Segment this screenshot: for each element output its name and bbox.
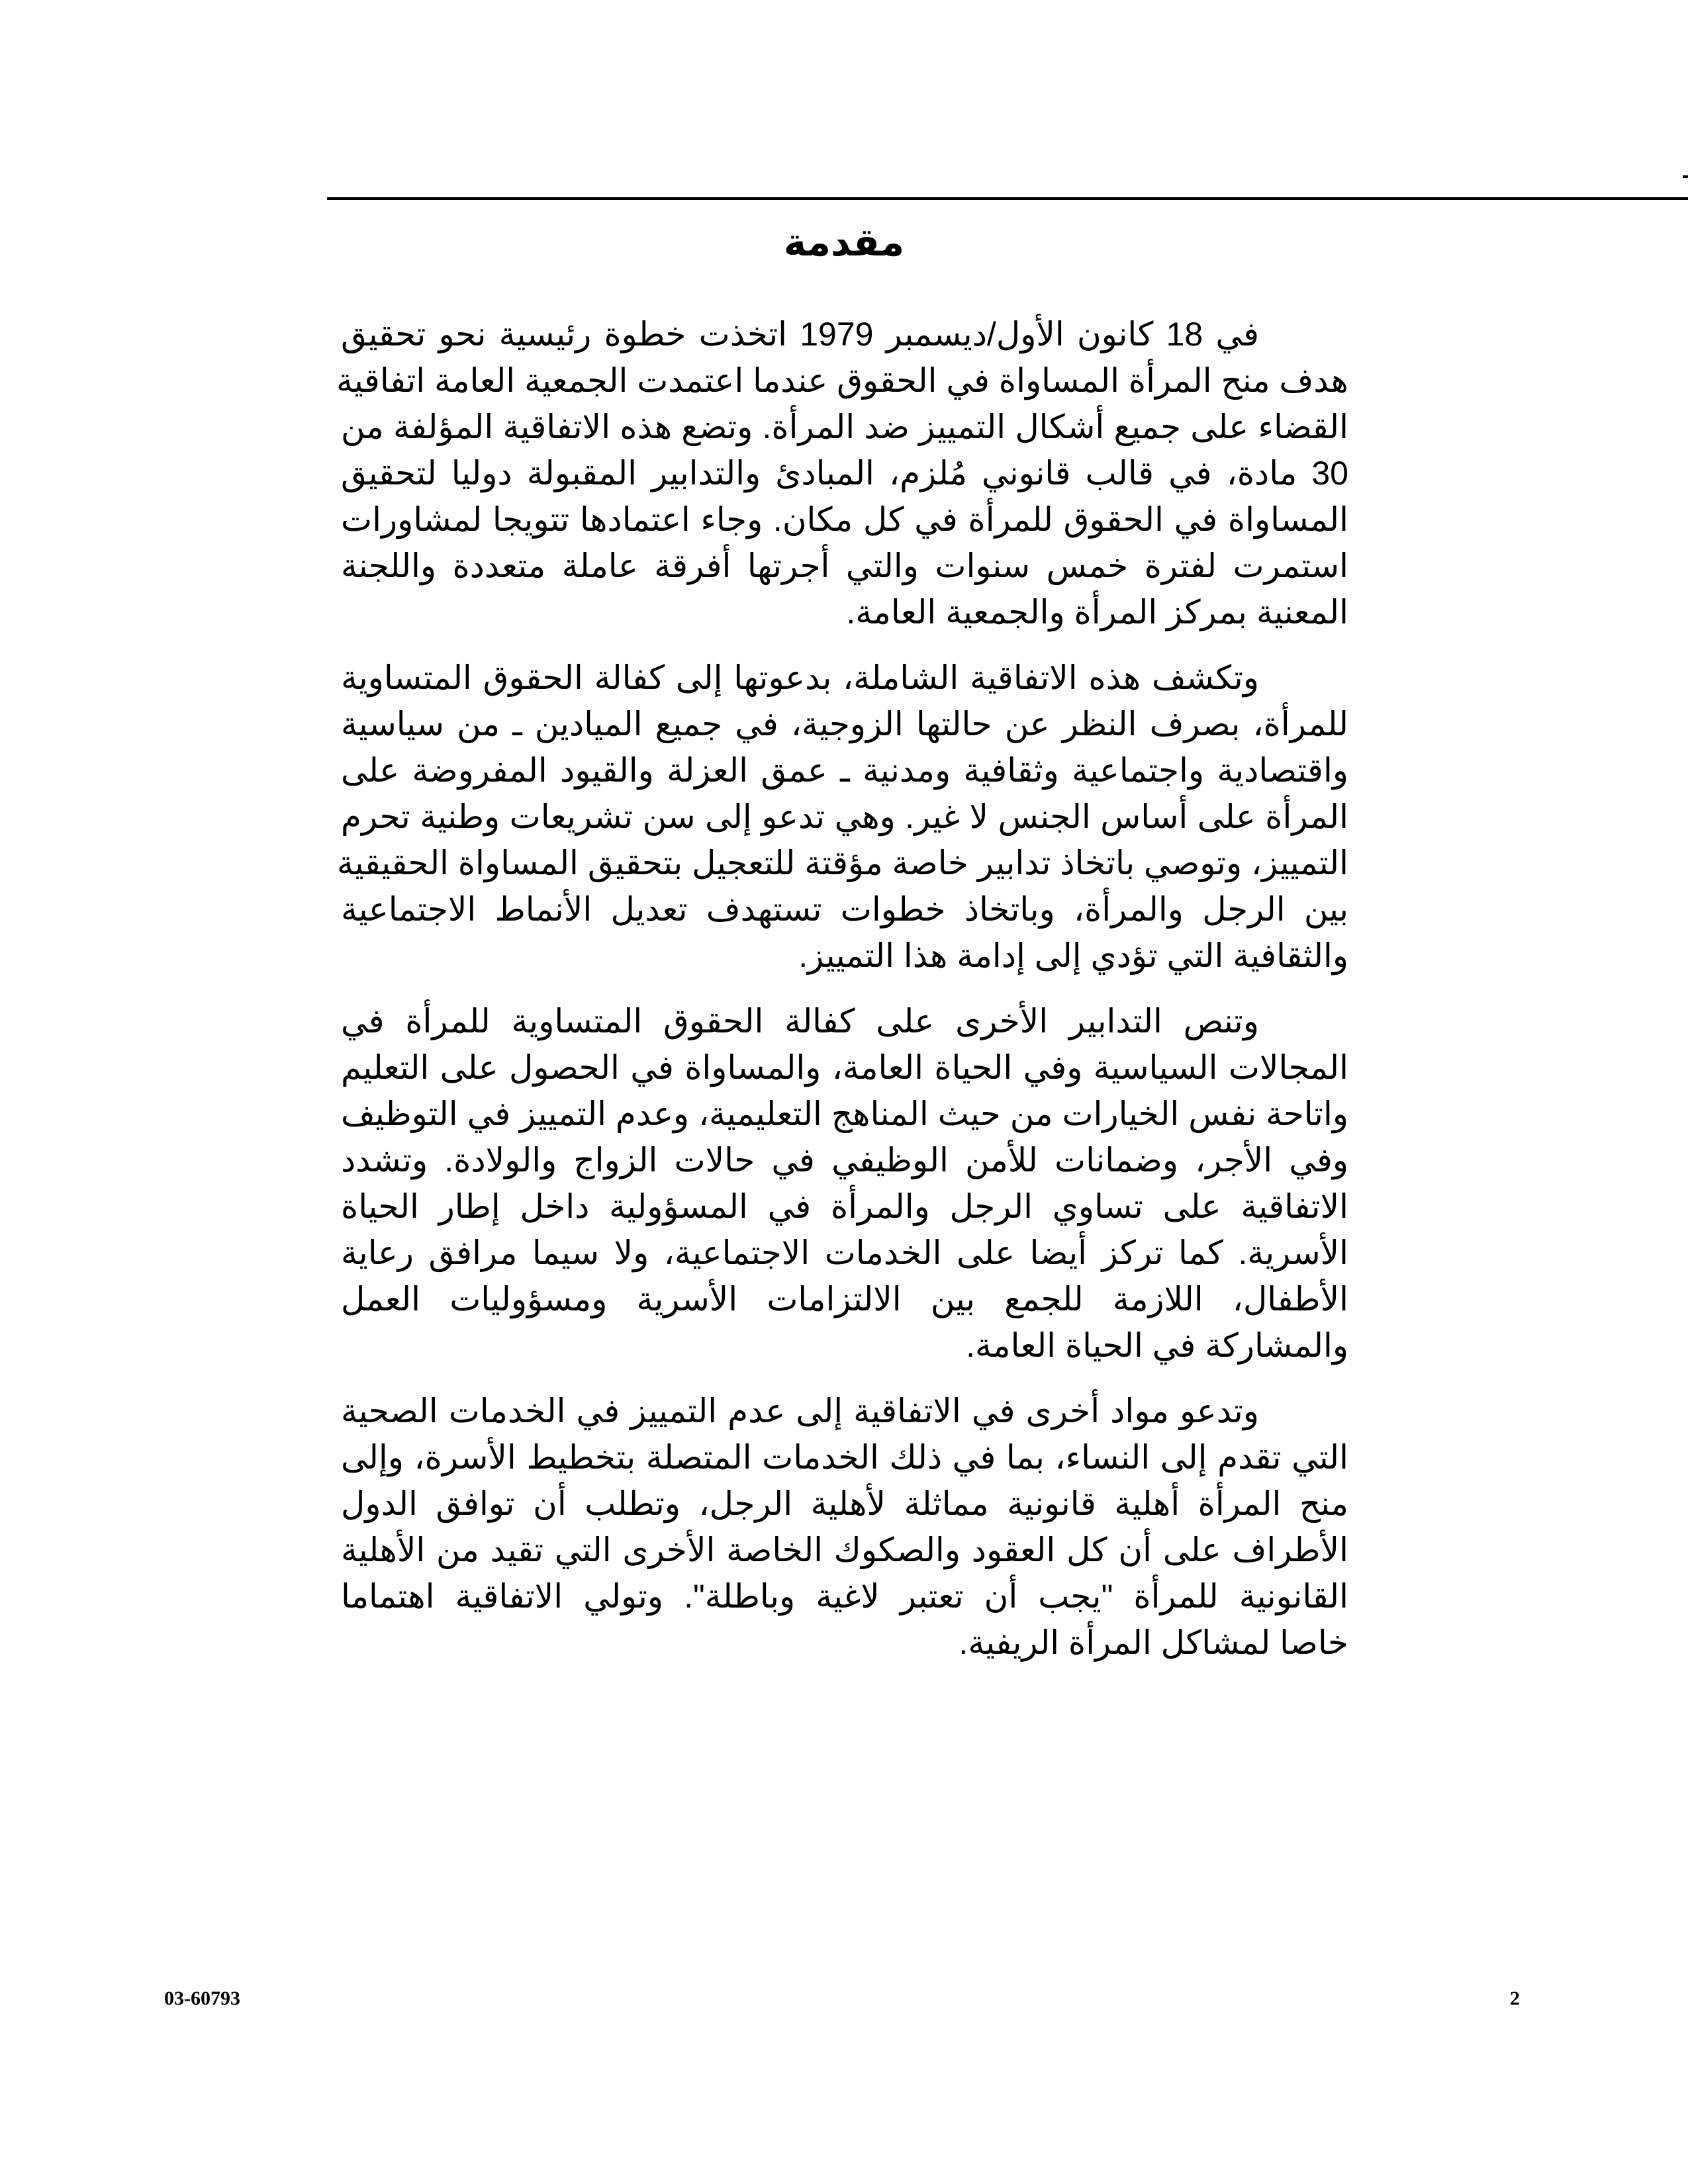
paragraph-line: منح المرأة أهلية قانونية مماثلة لأهلية الرجل، وتطلب أن توافق الدول — [341, 1485, 1348, 1522]
paragraph-line: والمشاركة في الحياة العامة. — [966, 1327, 1348, 1364]
page-number: 2 — [1510, 1987, 1520, 2009]
page-title-text: مقدمة — [783, 220, 905, 265]
document-body — [336, 311, 1348, 1685]
paragraph-line: للمرأة، بصرف النظر عن حالتها الزوجية، في جميع الميادين ـ من سياسية — [341, 705, 1348, 743]
paragraph-line: وتكشف هذه الاتفاقية الشاملة، بدعوتها إلى كفالة الحقوق المتساوية — [341, 659, 1259, 696]
paragraph-line: القضاء على جميع أشكال التمييز ضد المرأة. وتضع هذه الاتفاقية المؤلفة من — [341, 408, 1348, 445]
paragraph-line: الأطراف على أن كل العقود والصكوك الخاصة الأخرى التي تقيد من الأهلية — [341, 1531, 1348, 1569]
paragraph-line: وتنص التدابير الأخرى على كفالة الحقوق المتساوية للمرأة في — [341, 1003, 1259, 1040]
paragraph-line: الأسرية. كما تركز أيضا على الخدمات الاجتماعية، ولا سيما مرافق رعاية — [341, 1234, 1348, 1271]
paragraph-line: بين الرجل والمرأة، وباتخاذ خطوات تستهدف تعديل الأنماط الاجتماعية — [341, 891, 1348, 928]
paragraph-line: المساواة في الحقوق للمرأة في كل مكان. وجاء اعتمادها تتويجا لمشاورات — [341, 501, 1348, 538]
paragraph-1 — [336, 311, 1348, 635]
paragraph-line: التمييز، وتوصي باتخاذ تدابير خاصة مؤقتة للتعجيل بتحقيق المساواة الحقيقية — [336, 844, 1348, 882]
header-corner-mark — [1683, 175, 1688, 178]
paragraph-line: المرأة على أساس الجنس لا غير. وهي تدعو إلى سن تشريعات وطنية تحرم — [341, 798, 1348, 835]
paragraph-4 — [341, 1388, 1348, 1666]
paragraph-line: واقتصادية واجتماعية وثقافية ومدنية ـ عمق العزلة والقيود المفروضة على — [341, 752, 1348, 789]
paragraph-line: واتاحة نفس الخيارات من حيث المناهج التعليمية، وعدم التمييز في التوظيف — [341, 1095, 1348, 1132]
paragraph-line: في 18 كانون الأول/ديسمبر 1979 اتخذت خطوة رئيسية نحو تحقيق — [341, 316, 1260, 353]
paragraph-line: خاصا لمشاكل المرأة الريفية. — [959, 1624, 1348, 1661]
paragraph-2 — [336, 655, 1348, 979]
paragraph-line: وفي الأجر، وضمانات للأمن الوظيفي في حالات الزواج والولادة. وتشدد — [341, 1142, 1348, 1179]
paragraph-line: المجالات السياسية وفي الحياة العامة، والمساواة في الحصول على التعليم — [341, 1049, 1348, 1086]
document-symbol: 03-60793 — [164, 1987, 240, 2009]
paragraph-line: وتدعو مواد أخرى في الاتفاقية إلى عدم التمييز في الخدمات الصحية — [341, 1392, 1259, 1430]
header-rule — [327, 197, 1688, 200]
paragraph-line: 30 مادة، في قالب قانوني مُلزم، المبادئ والتدابير المقبولة دوليا لتحقيق — [341, 455, 1348, 492]
paragraph-line: الاتفاقية على تساوي الرجل والمرأة في المسؤولية داخل إطار الحياة — [341, 1188, 1348, 1225]
paragraph-line: المعنية بمركز المرأة والجمعية العامة. — [846, 594, 1348, 631]
paragraph-line: التي تقدم إلى النساء، بما في ذلك الخدمات المتصلة بتخطيط الأسرة، وإلى — [341, 1439, 1348, 1476]
paragraph-line: الأطفال، اللازمة للجمع بين الالتزامات الأسرية ومسؤوليات العمل — [341, 1281, 1348, 1318]
paragraph-line: هدف منح المرأة المساواة في الحقوق عندما اعتمدت الجمعية العامة اتفاقية — [336, 362, 1348, 399]
paragraph-line: استمرت لفترة خمس سنوات والتي أجرتها أفرقة عاملة متعددة واللجنة — [341, 547, 1348, 584]
page-title — [0, 216, 1688, 269]
paragraph-line: القانونية للمرأة "يجب أن تعتبر لاغية وباطلة". وتولي الاتفاقية اهتماما — [341, 1578, 1348, 1615]
paragraph-line: والثقافية التي تؤدي إلى إدامة هذا التمييز. — [798, 937, 1348, 974]
paragraph-3 — [341, 998, 1348, 1369]
